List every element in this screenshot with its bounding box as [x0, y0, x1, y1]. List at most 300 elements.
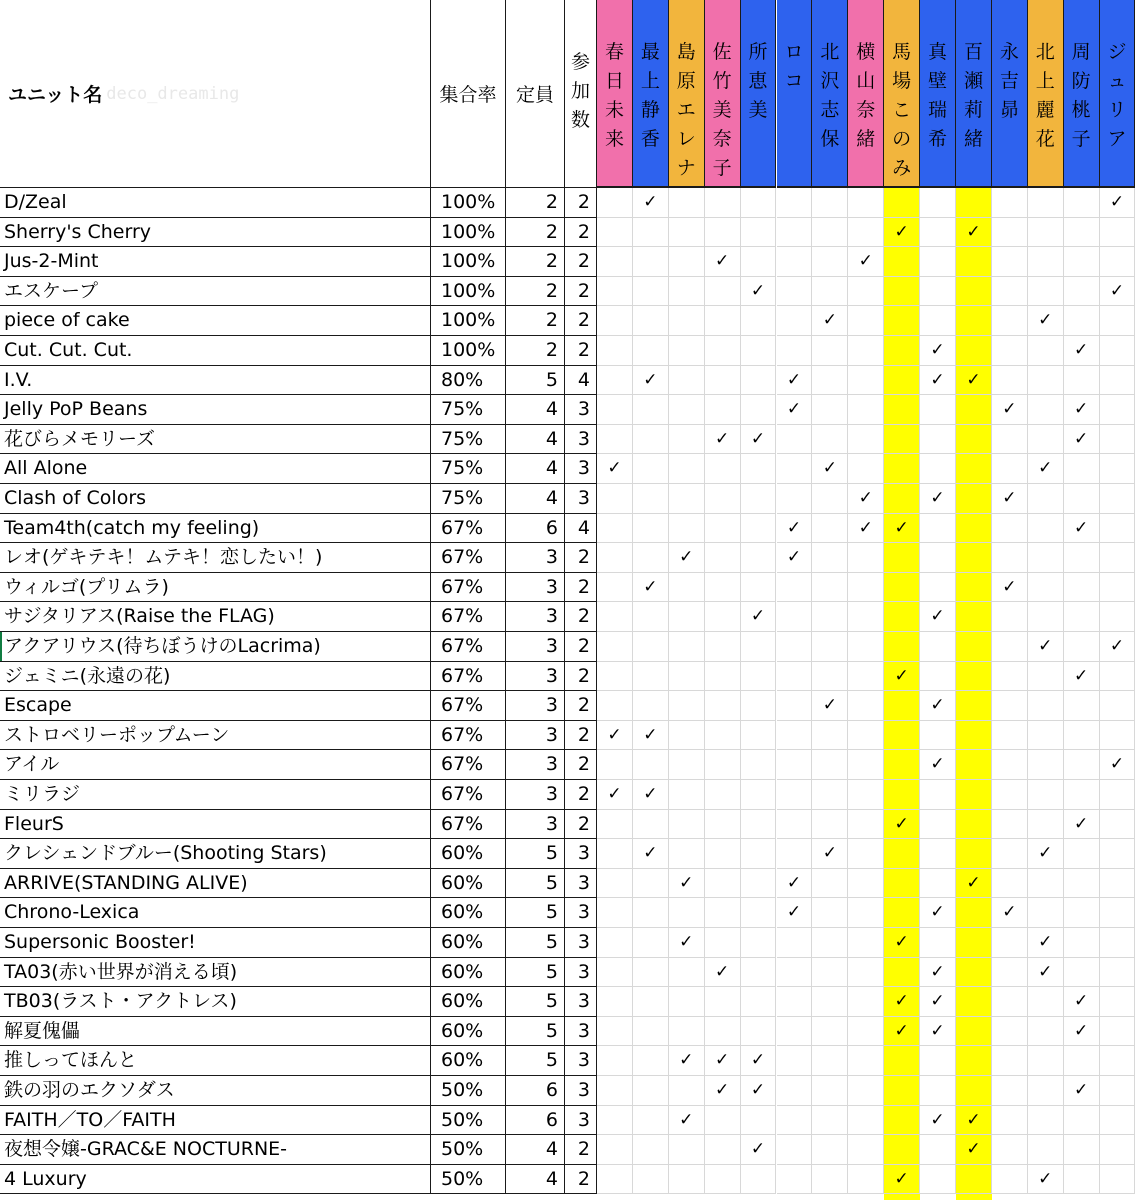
check-cell[interactable] — [705, 484, 741, 514]
check-cell[interactable] — [669, 898, 705, 928]
check-cell[interactable] — [1064, 810, 1100, 840]
check-cell[interactable] — [812, 395, 848, 425]
row-rate[interactable]: 80% — [431, 366, 506, 396]
row-unit-name[interactable]: Sherry's Cherry — [0, 218, 431, 248]
check-cell[interactable] — [920, 1106, 956, 1136]
check-cell[interactable] — [669, 602, 705, 632]
check-cell[interactable] — [848, 928, 884, 958]
check-cell[interactable] — [956, 277, 992, 307]
check-cell[interactable] — [884, 958, 920, 988]
check-cell[interactable] — [741, 810, 777, 840]
check-cell[interactable] — [669, 632, 705, 662]
check-cell[interactable] — [848, 306, 884, 336]
check-cell[interactable] — [741, 454, 777, 484]
check-cell[interactable] — [920, 336, 956, 366]
check-cell[interactable] — [633, 218, 669, 248]
check-cell[interactable] — [1100, 898, 1136, 928]
check-cell[interactable] — [812, 247, 848, 277]
check-cell[interactable] — [812, 691, 848, 721]
check-cell[interactable] — [920, 780, 956, 810]
check-cell[interactable] — [1100, 395, 1136, 425]
check-cell[interactable] — [1100, 721, 1136, 751]
check-cell[interactable] — [956, 1165, 992, 1195]
check-cell[interactable] — [848, 514, 884, 544]
row-capacity[interactable]: 5 — [506, 1017, 565, 1047]
check-cell[interactable] — [705, 543, 741, 573]
check-cell[interactable] — [1028, 602, 1064, 632]
check-cell[interactable] — [812, 1017, 848, 1047]
row-participants[interactable]: 3 — [565, 1046, 597, 1076]
check-cell[interactable] — [705, 839, 741, 869]
member-header-9[interactable] — [884, 0, 920, 188]
check-cell[interactable] — [633, 336, 669, 366]
check-cell[interactable] — [705, 395, 741, 425]
check-cell[interactable] — [633, 632, 669, 662]
check-cell[interactable] — [848, 1076, 884, 1106]
row-capacity[interactable]: 5 — [506, 1046, 565, 1076]
check-cell[interactable] — [1064, 1046, 1100, 1076]
row-rate[interactable]: 67% — [431, 602, 506, 632]
member-header-1[interactable] — [597, 0, 633, 188]
check-cell[interactable] — [992, 247, 1028, 277]
check-cell[interactable] — [705, 662, 741, 692]
row-participants[interactable]: 2 — [565, 277, 597, 307]
check-cell[interactable] — [884, 336, 920, 366]
check-cell[interactable] — [884, 662, 920, 692]
check-cell[interactable] — [992, 306, 1028, 336]
member-header-14[interactable] — [1064, 0, 1100, 188]
check-cell[interactable] — [633, 543, 669, 573]
check-cell[interactable] — [1064, 780, 1100, 810]
check-cell[interactable] — [597, 632, 633, 662]
row-rate[interactable]: 100% — [431, 336, 506, 366]
check-cell[interactable] — [920, 1046, 956, 1076]
check-cell[interactable] — [777, 928, 813, 958]
row-participants[interactable]: 2 — [565, 188, 597, 218]
row-participants[interactable]: 2 — [565, 247, 597, 277]
check-cell[interactable] — [884, 898, 920, 928]
check-cell[interactable] — [633, 721, 669, 751]
check-cell[interactable] — [812, 425, 848, 455]
check-cell[interactable] — [848, 1106, 884, 1136]
check-cell[interactable] — [777, 602, 813, 632]
check-cell[interactable] — [705, 277, 741, 307]
row-participants[interactable]: 3 — [565, 1106, 597, 1136]
check-cell[interactable] — [848, 573, 884, 603]
check-cell[interactable] — [1064, 277, 1100, 307]
check-cell[interactable] — [992, 1135, 1028, 1165]
check-cell[interactable] — [741, 395, 777, 425]
check-cell[interactable] — [705, 573, 741, 603]
check-cell[interactable] — [669, 514, 705, 544]
member-header-12[interactable] — [992, 0, 1028, 188]
check-cell[interactable] — [597, 395, 633, 425]
check-cell[interactable] — [777, 1135, 813, 1165]
check-cell[interactable] — [884, 1106, 920, 1136]
check-cell[interactable] — [992, 662, 1028, 692]
check-cell[interactable] — [920, 750, 956, 780]
row-capacity[interactable]: 4 — [506, 484, 565, 514]
row-capacity[interactable]: 2 — [506, 188, 565, 218]
row-rate[interactable]: 67% — [431, 780, 506, 810]
check-cell[interactable] — [777, 218, 813, 248]
check-cell[interactable] — [992, 839, 1028, 869]
member-header-2[interactable] — [633, 0, 669, 188]
row-capacity[interactable]: 3 — [506, 543, 565, 573]
check-cell[interactable] — [956, 395, 992, 425]
check-cell[interactable] — [741, 869, 777, 899]
check-cell[interactable] — [1028, 750, 1064, 780]
check-cell[interactable] — [920, 484, 956, 514]
row-rate[interactable]: 100% — [431, 188, 506, 218]
check-cell[interactable] — [884, 277, 920, 307]
check-cell[interactable] — [777, 484, 813, 514]
check-cell[interactable] — [705, 750, 741, 780]
check-cell[interactable] — [812, 484, 848, 514]
check-cell[interactable] — [1064, 1106, 1100, 1136]
member-header-4[interactable] — [705, 0, 741, 188]
row-participants[interactable]: 3 — [565, 484, 597, 514]
row-rate[interactable]: 75% — [431, 425, 506, 455]
row-capacity[interactable]: 6 — [506, 1076, 565, 1106]
check-cell[interactable] — [597, 1046, 633, 1076]
check-cell[interactable] — [741, 839, 777, 869]
check-cell[interactable] — [777, 543, 813, 573]
check-cell[interactable] — [992, 721, 1028, 751]
check-cell[interactable] — [777, 869, 813, 899]
row-capacity[interactable]: 6 — [506, 514, 565, 544]
check-cell[interactable] — [777, 810, 813, 840]
check-cell[interactable] — [920, 691, 956, 721]
check-cell[interactable] — [669, 839, 705, 869]
check-cell[interactable] — [741, 928, 777, 958]
row-capacity[interactable]: 4 — [506, 454, 565, 484]
check-cell[interactable] — [1028, 188, 1064, 218]
check-cell[interactable] — [848, 1165, 884, 1195]
check-cell[interactable] — [633, 662, 669, 692]
check-cell[interactable] — [633, 425, 669, 455]
row-participants[interactable]: 3 — [565, 839, 597, 869]
check-cell[interactable] — [1064, 454, 1100, 484]
check-cell[interactable] — [848, 662, 884, 692]
check-cell[interactable] — [884, 1017, 920, 1047]
check-cell[interactable] — [633, 1165, 669, 1195]
check-cell[interactable] — [812, 1076, 848, 1106]
check-cell[interactable] — [1064, 691, 1100, 721]
check-cell[interactable] — [669, 277, 705, 307]
check-cell[interactable] — [597, 336, 633, 366]
check-cell[interactable] — [777, 632, 813, 662]
check-cell[interactable] — [1064, 662, 1100, 692]
check-cell[interactable] — [633, 514, 669, 544]
check-cell[interactable] — [741, 543, 777, 573]
check-cell[interactable] — [848, 721, 884, 751]
check-cell[interactable] — [777, 750, 813, 780]
check-cell[interactable] — [812, 898, 848, 928]
check-cell[interactable] — [1028, 336, 1064, 366]
row-rate[interactable]: 60% — [431, 928, 506, 958]
check-cell[interactable] — [777, 1106, 813, 1136]
check-cell[interactable] — [777, 425, 813, 455]
check-cell[interactable] — [777, 336, 813, 366]
check-cell[interactable] — [777, 958, 813, 988]
check-cell[interactable] — [597, 1135, 633, 1165]
check-cell[interactable] — [920, 721, 956, 751]
check-cell[interactable] — [1028, 928, 1064, 958]
check-cell[interactable] — [669, 218, 705, 248]
check-cell[interactable] — [597, 958, 633, 988]
check-cell[interactable] — [884, 306, 920, 336]
check-cell[interactable] — [669, 1017, 705, 1047]
check-cell[interactable] — [812, 543, 848, 573]
check-cell[interactable] — [812, 366, 848, 396]
row-unit-name[interactable]: サジタリアス(Raise the FLAG) — [0, 602, 431, 632]
check-cell[interactable] — [669, 247, 705, 277]
check-cell[interactable] — [956, 958, 992, 988]
row-rate[interactable]: 50% — [431, 1165, 506, 1195]
row-participants[interactable]: 2 — [565, 662, 597, 692]
check-cell[interactable] — [1028, 869, 1064, 899]
check-cell[interactable] — [1064, 543, 1100, 573]
check-cell[interactable] — [920, 277, 956, 307]
check-cell[interactable] — [956, 366, 992, 396]
row-participants[interactable]: 2 — [565, 1135, 597, 1165]
check-cell[interactable] — [633, 750, 669, 780]
check-cell[interactable] — [741, 247, 777, 277]
row-unit-name[interactable]: クレシェンドブルー(Shooting Stars) — [0, 839, 431, 869]
check-cell[interactable] — [1064, 573, 1100, 603]
check-cell[interactable] — [884, 514, 920, 544]
check-cell[interactable] — [920, 810, 956, 840]
row-participants[interactable]: 2 — [565, 306, 597, 336]
check-cell[interactable] — [633, 987, 669, 1017]
row-capacity[interactable]: 4 — [506, 1165, 565, 1195]
header-rate[interactable]: 集合率 — [431, 0, 506, 188]
check-cell[interactable] — [1028, 1017, 1064, 1047]
check-cell[interactable] — [848, 869, 884, 899]
check-cell[interactable] — [669, 869, 705, 899]
check-cell[interactable] — [1100, 839, 1136, 869]
check-cell[interactable] — [812, 958, 848, 988]
check-cell[interactable] — [741, 1106, 777, 1136]
row-unit-name[interactable]: アクアリウス(待ちぼうけのLacrima) — [0, 632, 431, 662]
check-cell[interactable] — [669, 1106, 705, 1136]
check-cell[interactable] — [992, 1046, 1028, 1076]
check-cell[interactable] — [956, 573, 992, 603]
check-cell[interactable] — [777, 366, 813, 396]
check-cell[interactable] — [992, 1017, 1028, 1047]
check-cell[interactable] — [956, 602, 992, 632]
check-cell[interactable] — [812, 662, 848, 692]
check-cell[interactable] — [1028, 839, 1064, 869]
check-cell[interactable] — [920, 247, 956, 277]
check-cell[interactable] — [1100, 928, 1136, 958]
check-cell[interactable] — [956, 336, 992, 366]
row-participants[interactable]: 3 — [565, 395, 597, 425]
check-cell[interactable] — [633, 810, 669, 840]
row-unit-name[interactable]: Clash of Colors — [0, 484, 431, 514]
check-cell[interactable] — [1064, 987, 1100, 1017]
row-capacity[interactable]: 3 — [506, 662, 565, 692]
check-cell[interactable] — [669, 336, 705, 366]
check-cell[interactable] — [1064, 1135, 1100, 1165]
check-cell[interactable] — [741, 721, 777, 751]
check-cell[interactable] — [1064, 750, 1100, 780]
check-cell[interactable] — [669, 750, 705, 780]
check-cell[interactable] — [741, 277, 777, 307]
row-participants[interactable]: 2 — [565, 691, 597, 721]
check-cell[interactable] — [956, 543, 992, 573]
check-cell[interactable] — [1064, 366, 1100, 396]
row-unit-name[interactable]: Chrono-Lexica — [0, 898, 431, 928]
row-unit-name[interactable]: 解夏傀儡 — [0, 1017, 431, 1047]
row-rate[interactable]: 50% — [431, 1106, 506, 1136]
check-cell[interactable] — [1100, 543, 1136, 573]
row-rate[interactable]: 100% — [431, 247, 506, 277]
row-participants[interactable]: 3 — [565, 928, 597, 958]
check-cell[interactable] — [920, 958, 956, 988]
check-cell[interactable] — [633, 869, 669, 899]
check-cell[interactable] — [669, 573, 705, 603]
row-unit-name[interactable]: Team4th(catch my feeling) — [0, 514, 431, 544]
check-cell[interactable] — [669, 987, 705, 1017]
row-participants[interactable]: 2 — [565, 780, 597, 810]
check-cell[interactable] — [920, 662, 956, 692]
check-cell[interactable] — [1100, 1046, 1136, 1076]
check-cell[interactable] — [884, 366, 920, 396]
check-cell[interactable] — [1100, 1106, 1136, 1136]
row-participants[interactable]: 4 — [565, 366, 597, 396]
check-cell[interactable] — [741, 780, 777, 810]
row-capacity[interactable]: 3 — [506, 810, 565, 840]
header-participants[interactable] — [565, 0, 597, 188]
check-cell[interactable] — [1064, 514, 1100, 544]
check-cell[interactable] — [884, 543, 920, 573]
check-cell[interactable] — [705, 425, 741, 455]
row-capacity[interactable]: 6 — [506, 1106, 565, 1136]
member-header-13[interactable] — [1028, 0, 1064, 188]
check-cell[interactable] — [920, 573, 956, 603]
check-cell[interactable] — [597, 277, 633, 307]
row-unit-name[interactable]: ARRIVE(STANDING ALIVE) — [0, 869, 431, 899]
check-cell[interactable] — [992, 336, 1028, 366]
check-cell[interactable] — [956, 1017, 992, 1047]
check-cell[interactable] — [812, 750, 848, 780]
check-cell[interactable] — [920, 188, 956, 218]
row-participants[interactable]: 4 — [565, 514, 597, 544]
check-cell[interactable] — [956, 691, 992, 721]
check-cell[interactable] — [705, 1046, 741, 1076]
check-cell[interactable] — [956, 1046, 992, 1076]
check-cell[interactable] — [597, 454, 633, 484]
check-cell[interactable] — [956, 425, 992, 455]
check-cell[interactable] — [705, 514, 741, 544]
row-capacity[interactable]: 5 — [506, 839, 565, 869]
check-cell[interactable] — [1100, 484, 1136, 514]
row-rate[interactable]: 60% — [431, 869, 506, 899]
check-cell[interactable] — [669, 454, 705, 484]
check-cell[interactable] — [669, 1076, 705, 1106]
check-cell[interactable] — [669, 928, 705, 958]
check-cell[interactable] — [1100, 869, 1136, 899]
check-cell[interactable] — [1064, 839, 1100, 869]
check-cell[interactable] — [848, 1046, 884, 1076]
check-cell[interactable] — [992, 869, 1028, 899]
row-capacity[interactable]: 2 — [506, 277, 565, 307]
check-cell[interactable] — [884, 573, 920, 603]
row-capacity[interactable]: 3 — [506, 721, 565, 751]
check-cell[interactable] — [741, 1135, 777, 1165]
check-cell[interactable] — [741, 366, 777, 396]
check-cell[interactable] — [992, 750, 1028, 780]
check-cell[interactable] — [705, 218, 741, 248]
row-participants[interactable]: 3 — [565, 869, 597, 899]
check-cell[interactable] — [741, 188, 777, 218]
check-cell[interactable] — [705, 691, 741, 721]
check-cell[interactable] — [597, 839, 633, 869]
check-cell[interactable] — [633, 958, 669, 988]
check-cell[interactable] — [920, 1076, 956, 1106]
check-cell[interactable] — [597, 810, 633, 840]
check-cell[interactable] — [812, 602, 848, 632]
check-cell[interactable] — [633, 1135, 669, 1165]
check-cell[interactable] — [741, 898, 777, 928]
check-cell[interactable] — [956, 750, 992, 780]
check-cell[interactable] — [812, 839, 848, 869]
check-cell[interactable] — [777, 839, 813, 869]
check-cell[interactable] — [1028, 366, 1064, 396]
check-cell[interactable] — [633, 188, 669, 218]
member-header-7[interactable] — [812, 0, 848, 188]
row-participants[interactable]: 2 — [565, 721, 597, 751]
check-cell[interactable] — [920, 898, 956, 928]
row-participants[interactable]: 3 — [565, 454, 597, 484]
check-cell[interactable] — [741, 218, 777, 248]
check-cell[interactable] — [884, 395, 920, 425]
row-capacity[interactable]: 4 — [506, 395, 565, 425]
check-cell[interactable] — [1100, 1165, 1136, 1195]
check-cell[interactable] — [848, 395, 884, 425]
check-cell[interactable] — [956, 780, 992, 810]
check-cell[interactable] — [812, 514, 848, 544]
check-cell[interactable] — [848, 898, 884, 928]
row-rate[interactable]: 67% — [431, 514, 506, 544]
check-cell[interactable] — [992, 218, 1028, 248]
row-participants[interactable]: 2 — [565, 218, 597, 248]
row-capacity[interactable]: 5 — [506, 869, 565, 899]
check-cell[interactable] — [992, 395, 1028, 425]
row-capacity[interactable]: 5 — [506, 987, 565, 1017]
row-capacity[interactable]: 2 — [506, 336, 565, 366]
row-unit-name[interactable]: I.V. — [0, 366, 431, 396]
member-header-5[interactable] — [741, 0, 777, 188]
check-cell[interactable] — [920, 306, 956, 336]
check-cell[interactable] — [1028, 1135, 1064, 1165]
check-cell[interactable] — [812, 1046, 848, 1076]
check-cell[interactable] — [669, 721, 705, 751]
check-cell[interactable] — [848, 691, 884, 721]
check-cell[interactable] — [884, 839, 920, 869]
check-cell[interactable] — [1028, 958, 1064, 988]
check-cell[interactable] — [920, 1135, 956, 1165]
check-cell[interactable] — [920, 395, 956, 425]
check-cell[interactable] — [1100, 691, 1136, 721]
check-cell[interactable] — [777, 691, 813, 721]
check-cell[interactable] — [1064, 188, 1100, 218]
check-cell[interactable] — [848, 602, 884, 632]
check-cell[interactable] — [669, 1135, 705, 1165]
row-rate[interactable]: 50% — [431, 1135, 506, 1165]
